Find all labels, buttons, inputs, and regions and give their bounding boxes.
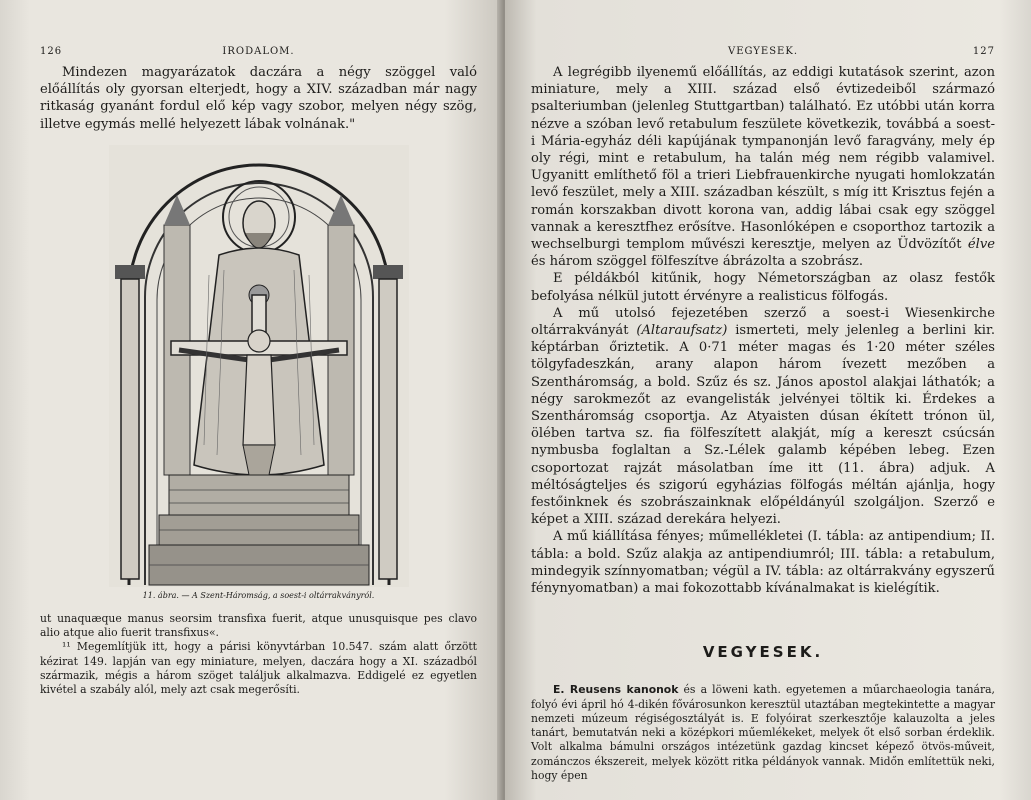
news-name: E. Reusens kanonok (553, 683, 679, 697)
left-running-head (40, 46, 477, 64)
left-top-paragraph: Mindezen magyarázatok daczára a négy szöggel való előállítás oly gyorsan elterjedt, hogy a XIV. században már nagy ritkaság gyanánt fordul elő kép vagy szobor, melyen négy szög, illetve egymás mellé helyezett lábak volnának." (40, 65, 477, 132)
left-page (0, 0, 505, 800)
right-running-title: VEGYESEK. (727, 46, 799, 57)
latin-quote: ut unaquæque manus seorsim transfixa fuerit, atque unusquisque pes clavo alio atque alio fuerit transfixus«. (40, 611, 477, 640)
news-paragraph (531, 683, 995, 783)
figure-caption: 11. ábra. — A Szent-Háromság, a soest-i oltárrakványról. (142, 590, 375, 600)
left-running-title: IRODALOM. (222, 46, 295, 57)
paragraph-2: E példákból kitűnik, hogy Németországban az olasz festők befolyása nélkül jutott érvényre a realisticus fölfogás. (531, 271, 995, 304)
paragraph-4: A mű kiállítása fényes; műmellékletei (I. tábla: az antipendium; II. tábla: a bold. Szűz alakja az antipendiumról; III. tábla: a retabulum, mindegyik színnyomatban; végül a IV. tábla: az oltárrakvány egyszerű fénynyomatban) a mai fokozottabb kívánalmakat is kielégítik. (531, 529, 995, 597)
paragraph-1-end: és három szöggel fölfeszítve ábrázolta a szobrász. (531, 254, 863, 270)
paragraph-3 (531, 305, 995, 529)
news-text: és a löweni kath. egyetemen a műarchaeologia tanára, folyó évi ápril hó 4-dikén fővárosunkon keresztül utaztában megtekintette a magyar nemzeti múzeum régiségosztályát is. E folyóirat szerkesztője kalauzolta a jeles tanárt, bemutatván neki a középkori műemlékeket, melyek őt első sorban érdeklik. Volt alkalma bámulni országos intézetünk gazdag kincset képező ötvös-műveit, zománczos ékszereit, melyek között ritka példányok vannak. Midőn említettük neki, hogy épen (531, 683, 995, 783)
footnote: ¹¹ Megemlítjük itt, hogy a párisi könyvtárban 10.547. szám alatt őrzött kézirat 149. lapján van egy miniature, melyen, daczára hogy a XI. századból származik, mégis a három szöget találjuk alkalmazva. Eddigelé ez egyetlen kivétel a szabály alól, mely azt csak megerősíti. (40, 640, 477, 697)
paragraph-3-end: ismerteti, mely jelenleg a berlini kir. képtárban őriztetik. A 0·71 méter magas és 1·20 méter széles tölgyfadeszkán, arany alapon három ívezett mezőben a Szentháromság, a bold. Szűz és sz. János apostol alakjai láthatók; a négy sarokmezőt az evangelisták jelvényei töltik ki. Érdekes a Szentháromság csoportja. Az Atyaisten dúsan ékített trónon ül, ölében tartva sz. fia fölfeszített alakját, míg a kereszt csúcsán nymbusba foglaltan a Sz.-Lélek galamb képében lebeg. Ezen csoportozat rajzát másolatban íme itt (11. ábra) adjuk. A méltóságteljes és szigorú egyházias fölfogás méltán ajánlja, hogy festőinknek és szobrászainknak előpéldányúl szolgáljon. Szerző e képet a XIII. század derekára helyezi. (531, 323, 995, 528)
right-page (505, 0, 1031, 800)
paragraph-1-start: A legrégibb ilyenemű előállítás, az eddigi kutatások szerint, azon miniature, mely a XIII. század első évtizedeiből származó psalteriumban (jelenleg Stuttgartban) található. Ez utóbbi után korra nézve a szóban levő retabulum feszülete következik, továbbá a soest-i Mária-egyház déli kapújának tympanonján levő faragvány, mely ép oly régi, mint e retabulum, ha talán még nem régibb valamivel. Ugyanitt említhető föl a trieri Liebfrauenkirche nyugati homlokzatán levő feszület, mely a XIII. században készült, s míg itt Krisztus fején a román korszakban divott korona van, addig lábai csak egy szöggel vannak a keresztfhez erősítve. Hasonlóképen e csoporthoz tartozik a wechselburgi templom művészi keresztje, melyen az Üdvözítőt (531, 65, 995, 253)
trinity-illustration (109, 145, 409, 587)
section-title: VEGYESEK. (702, 643, 824, 662)
paragraph-1 (531, 64, 995, 270)
paragraph-3-start: A mű utolsó fejezetében szerző a soest-i Wiesenkirche oltárrakványát (531, 305, 995, 339)
paragraph-1-italic: élve (967, 237, 995, 253)
right-page-number: 127 (972, 46, 995, 57)
paragraph-3-italic: (Altaraufsatz) (636, 323, 728, 339)
left-page-number: 126 (40, 46, 63, 57)
right-running-head (531, 46, 995, 64)
trinity-engraving (109, 145, 409, 587)
